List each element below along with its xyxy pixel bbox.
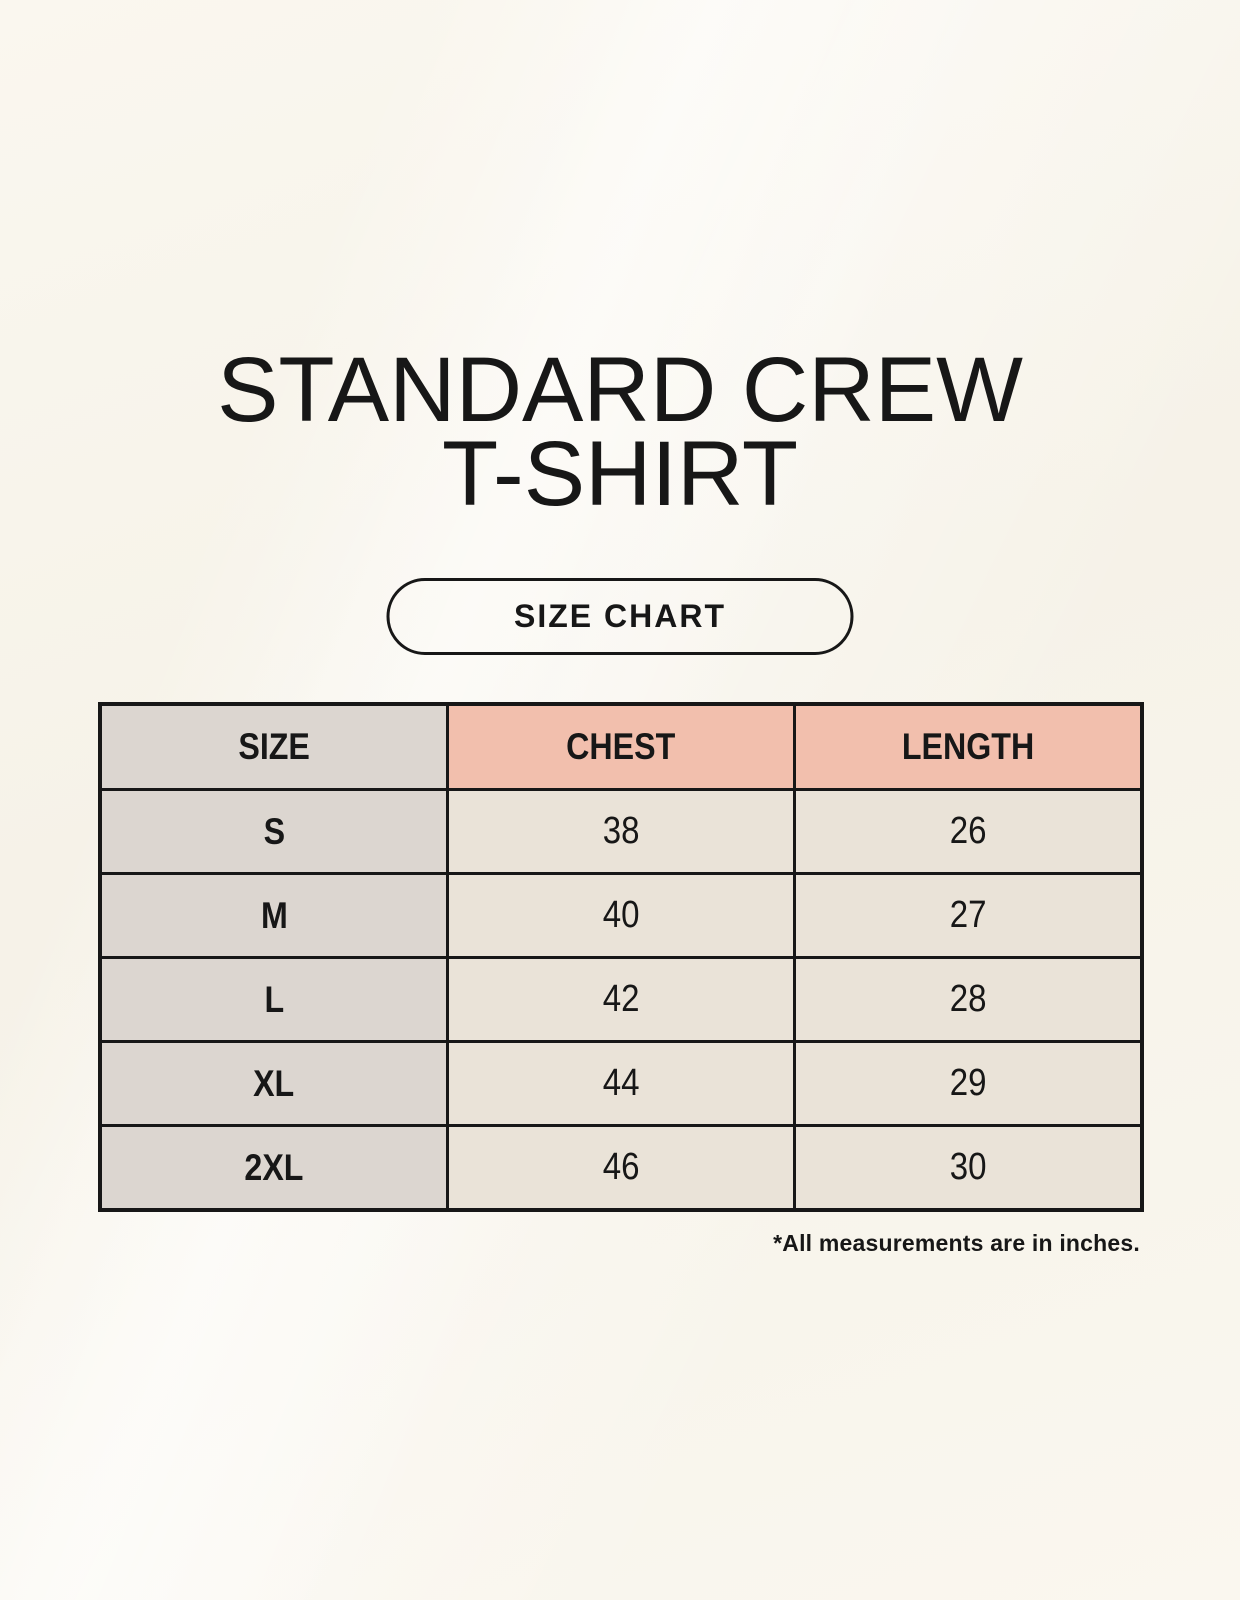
table-row <box>100 1126 1142 1211</box>
size-cell: XL <box>100 1042 447 1126</box>
column-header-size <box>100 704 447 790</box>
chest-cell: 40 <box>447 874 794 958</box>
size-cell: S <box>100 790 447 874</box>
table-row <box>100 1042 1142 1126</box>
table-row <box>100 790 1142 874</box>
table-row <box>100 958 1142 1042</box>
chest-cell: 42 <box>447 958 794 1042</box>
column-header-size-label: SIZE <box>238 726 310 767</box>
length-cell: 30 <box>795 1126 1142 1211</box>
chest-cell: 44 <box>447 1042 794 1126</box>
page-title-line1: STANDARD CREW <box>217 339 1023 441</box>
chest-cell: 46 <box>447 1126 794 1211</box>
size-cell: 2XL <box>100 1126 447 1211</box>
column-header-length-label: LENGTH <box>901 726 1035 767</box>
length-cell: 29 <box>795 1042 1142 1126</box>
size-chart-badge-label: SIZE CHART <box>514 598 726 634</box>
chest-cell: 38 <box>447 790 794 874</box>
length-cell: 27 <box>795 874 1142 958</box>
column-header-chest-label: CHEST <box>566 726 676 767</box>
page-title-line2: T-SHIRT <box>441 423 799 525</box>
table-header-row <box>100 704 1142 790</box>
length-cell: 28 <box>795 958 1142 1042</box>
size-chart-table <box>98 702 1144 1212</box>
size-cell: L <box>100 958 447 1042</box>
length-cell: 26 <box>795 790 1142 874</box>
column-header-length <box>795 704 1142 790</box>
column-header-chest <box>447 704 794 790</box>
measurements-footnote: *All measurements are in inches. <box>773 1230 1140 1256</box>
page-title <box>0 339 1240 525</box>
table-row <box>100 874 1142 958</box>
size-chart-badge <box>387 578 854 655</box>
size-cell: M <box>100 874 447 958</box>
